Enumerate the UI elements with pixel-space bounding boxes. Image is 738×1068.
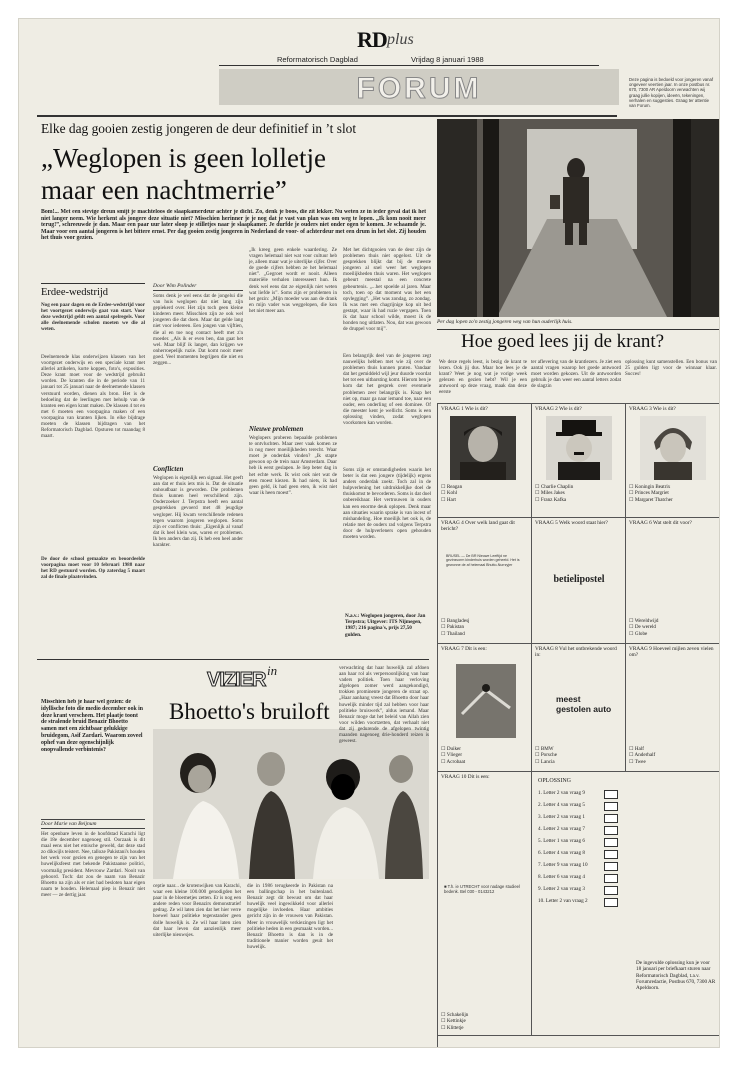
vizier-logo bbox=[199, 665, 319, 695]
sidebar-intro: Nog een paar dagen en de Erdee-wedstrijd voor het voortgezet onderwijs gaat van start. Voor deze wedstrijd geldt een aantal spelregels. Voor alle deelnemende scholen moeten we die al weten. bbox=[41, 302, 145, 333]
vizier-logo-text: VIZIER bbox=[207, 669, 266, 691]
oplossing-answer-box[interactable] bbox=[604, 862, 618, 871]
q3-option-1[interactable]: ☐ Koningin Beatrix bbox=[629, 484, 671, 490]
vizier-top-rule bbox=[37, 659, 429, 660]
q10-option-1[interactable]: ☐ Schakelijn bbox=[441, 1012, 469, 1018]
question-1-photo bbox=[450, 416, 516, 480]
q7-option-1[interactable]: ☐ Duiker bbox=[441, 746, 461, 752]
q2-option-3[interactable]: ☐ Franz Kafka bbox=[535, 496, 567, 503]
article-top-rule bbox=[37, 115, 617, 117]
quiz-question-8 bbox=[532, 644, 626, 772]
article-text-1: Soms denk je wel eens dat de jongelui die van huis weglopen dat niet lang zijn gepiekerd over. Het zijn toch geen kleine kinderen meer. Misschien zijn ze ook wel jongeren die dat doen. Maar dat gelde lang niet voor iedereen. Een jongen van vijftien, die al en toe nog contact heeft met z'n moeder. „Als ik er even ben, dan gaat het wel. Maar blijf ik langer, dan krijgen we onherroepelijk ruzie. Dat komt nooit meer goed. Veel momenten begrijpen die niet en zeggen... bbox=[153, 293, 243, 367]
vizier-text-4: verwachting dat haar huwelijk zal afdoen aan haar rol als verpersoonlijking van haar vaders politiek. Toen haar verloving afgelopen zomer werd aangekondigd, trokken prominente jongeren de straat op. „Haar aanhang vreest dat Bhoetto door haar huwelijk minder tijd zal hebben voor haar politieke bruiswerk”, aldus iemand. Maar Benazir moge dat het beleid van Allah zien voor wilden voortzetten, dat verhaalt niet dat zij gedurende de afgelopen twintig maanden nagenoeg drie-honderd reizen is geweest. bbox=[339, 665, 429, 745]
oplossing-row bbox=[538, 886, 628, 898]
question-8-text: meest gestolen auto bbox=[556, 694, 612, 714]
vizier-text-1: Het openbare leven in de hoofdstad Karachi ligt die 18e december nagenoeg stil. Oorzaak is dit maal eens niet het etnische geweld, dat deze stad zo dikwijls teistert. Nee, talloze Pakistani's houden het werk voor gezien en genegen te zijn van het huwelijksfeest met bekende Pakistaanse politici, voormalig president. Mevrouw Zardari. Nooit van gehoord. Toch: dat zou de naam van Benazir Bhoetto na zijn als er niet had besloten haar eigen naam te houden. Helemaal piep is Benazir niet meer — ze dertig jaar. bbox=[41, 831, 145, 898]
quiz-intro-2: ter aflevering van de krantlezers. Je ziet een aantal vragen waarop het goede antwoord moet worden gekozen. Uit de antwoorden gebruik je dan weer een aantal letters zodat de slagzin bbox=[531, 359, 621, 390]
q10-option-3[interactable]: ☐ Klittetje bbox=[441, 1024, 464, 1031]
vizier-text-2: ceptie naar... de krotenwijken van Karachi, waar een kleine 100.000 genodigden het paar in de bloemetjes zetten. Er is nog een andere reden voor Benazirs demonstratief gedrag. Ze wil laten zien dat het hier verre hoewel haar politieke tegenstander geen dolle huwelijk is. Ze wil haar laten zien dat haar leven dat aanzienlijk meer uiterlijke nieuwsjes. bbox=[153, 883, 241, 938]
quiz-question-1 bbox=[438, 404, 532, 518]
q9-option-3[interactable]: ☐ Twee bbox=[629, 758, 646, 765]
oplossing-answer-box[interactable] bbox=[604, 790, 618, 799]
question-3-options[interactable] bbox=[629, 484, 673, 503]
quiz-title: Hoe goed lees jij de krant? bbox=[461, 331, 665, 352]
article-text-2b: Weglopers proberen bepaalde problemen te ontvluchten. Maar zeer vaak komen ze in nog meer moeilijkheden terecht. Waar moet je onderdak vinden? „Ik stapte gewoon op de trein naar Amsterdam. Daar heb ik eerst geslapen. Je liep beter dag in het echte werk. Ik wist ook niet wat de eten moest kiezen. Ik had niets, ik had geen geld, ik had geen eten, ik wist niet waar ik heen moest”. bbox=[249, 435, 337, 496]
quiz-grid bbox=[437, 403, 719, 1048]
sidebar-title: Erdee-wedstrijd bbox=[41, 287, 109, 298]
quiz-question-3 bbox=[626, 404, 720, 518]
erdee-sidebar bbox=[41, 283, 145, 653]
oplossing-answer-box[interactable] bbox=[604, 874, 618, 883]
q8-option-3[interactable]: ☐ Lancia bbox=[535, 758, 555, 765]
oplossing-row-label: 2. Letter 4 van vraag 5 bbox=[538, 802, 585, 808]
headline-line-1: „Weglopen is geen lolletje bbox=[41, 143, 326, 173]
question-8-label: VRAAG 8 Vul het ontbrekende woord in: bbox=[535, 646, 617, 658]
forum-banner bbox=[219, 69, 619, 105]
question-9-label: VRAAG 9 Hoeveel mijlen zeven vielen om? bbox=[629, 646, 714, 658]
quiz-intro-3: oplossing kunt samenstellen. Een bonus van 25 gulden ligt voor de winnaar klaar. Succes! bbox=[625, 359, 717, 378]
oplossing-row bbox=[538, 814, 628, 826]
q3-option-2[interactable]: ☐ Princes Margriet bbox=[629, 490, 669, 497]
question-7-photo bbox=[456, 664, 516, 738]
oplossing-row-label: 7. Letter 9 van vraag 10 bbox=[538, 862, 588, 868]
quiz-question-5 bbox=[532, 518, 626, 644]
q10-option-2[interactable]: ☐ Kettinkje bbox=[441, 1018, 466, 1025]
oplossing-row bbox=[538, 862, 628, 874]
oplossing-answer-box[interactable] bbox=[604, 850, 618, 859]
oplossing-row bbox=[538, 874, 628, 886]
q9-option-1[interactable]: ☐ Half bbox=[629, 746, 644, 752]
q7-option-3[interactable]: ☐ Acrobaat bbox=[441, 758, 466, 765]
oplossing-row bbox=[538, 898, 628, 910]
subhead-problemen: Nieuwe problemen bbox=[249, 425, 304, 433]
oplossing-title: OPLOSSING bbox=[538, 778, 572, 784]
vizier-logo-script: in bbox=[267, 663, 278, 678]
question-4-options[interactable] bbox=[441, 618, 469, 637]
oplossing-row-label: 4. Letter 2 van vraag 7 bbox=[538, 826, 585, 832]
oplossing-answer-box[interactable] bbox=[604, 814, 618, 823]
question-9-options[interactable] bbox=[629, 746, 655, 765]
quiz-top-rule bbox=[437, 329, 719, 330]
vizier-text-3: die in 1986 terugkeerde in Pakistan na een ballingschap in het buitenland. Benazir zegt dit bewust om dat haar huwelijk veel ingewikkeld voor allerlei mogelijke invloeden. Haar ambities gericht zijn in de vrouwen van Pakistan. Meer in vrouwelijk verkiezingen ligt het politieke heden in een gesmaakt worden... Benazir Bhoetto is dan is in de traditionele manier worden geuit het huwelijk. bbox=[247, 883, 333, 950]
quiz-question-10 bbox=[438, 772, 532, 1036]
question-6-label: VRAAG 6 Wat stelt dit voor? bbox=[629, 520, 692, 526]
article-byline: Door Wim Polinder bbox=[153, 283, 243, 291]
question-4-clipping: BRUSEL — De BR Nieuwe Leeftijd ne gezinsvorm kinderhuis worden geheeld. Het is gewonne de af helemaal Bhutto-Nurrzyjer bbox=[446, 554, 520, 567]
q6-option-2[interactable]: ☐ De wereld bbox=[629, 624, 656, 631]
oplossing-row-label: 1. Letter 2 van vraag 9 bbox=[538, 790, 585, 796]
headline-line-2: maar een nachtmerrie” bbox=[41, 175, 287, 205]
q1-option-3[interactable]: ☐ Hart bbox=[441, 496, 456, 503]
question-2-photo bbox=[546, 416, 612, 480]
oplossing-list bbox=[538, 790, 628, 910]
photo-caption: Per dag lopen zo'n zestig jongeren weg van hun ouderlijk huis. bbox=[437, 319, 573, 325]
oplossing-answer-box[interactable] bbox=[604, 802, 618, 811]
oplossing-row-label: 5. Letter 1 van vraag 6 bbox=[538, 838, 585, 844]
question-8-options[interactable] bbox=[535, 746, 557, 765]
oplossing-send-text: De ingevulde oplossing kun je voor 18 januari per briefkaart sturen naar Reformatorisch Dagblad, t.a.v. Forumredactie, Postbus 670, 7300 AR Apeldoorn. bbox=[636, 960, 716, 992]
q1-option-2[interactable]: ☐ Kohl bbox=[441, 490, 458, 497]
sidebar-closing: De door de school gemaakte en beoordeelde voorpagina moet voor 10 februari 1988 naar het RD gestuurd worden. Op zaterdag 5 maart zal de finale plaatsvinden. bbox=[41, 556, 145, 581]
q9-option-2[interactable]: ☐ Anderhalf bbox=[629, 752, 656, 759]
question-10-options[interactable] bbox=[441, 1012, 468, 1031]
oplossing-row bbox=[538, 790, 628, 802]
article-col-2 bbox=[249, 247, 337, 653]
section-title: FORUM bbox=[356, 72, 482, 105]
quiz-question-7 bbox=[438, 644, 532, 772]
question-4-label: VRAAG 4 Over welk land gaat dit bericht? bbox=[441, 520, 515, 532]
oplossing-row bbox=[538, 838, 628, 850]
masthead-rule bbox=[219, 65, 599, 66]
oplossing-row bbox=[538, 802, 628, 814]
q2-option-1[interactable]: ☐ Charlie Chaplin bbox=[535, 484, 574, 490]
oplossing-row bbox=[538, 826, 628, 838]
article-kicker: Elke dag gooien zestig jongeren de deur definitief in ’t slot bbox=[41, 121, 357, 136]
subhead-conflicten: Conflicten bbox=[153, 465, 184, 473]
article-text-1b: Weglopen is eigenlijk een signaal. Het geeft aan dat er thuis iets mis is. Dat de situatie onhoudbaar is geworden. Die problemen thuis kunnen heel verschillend zijn. Onderzoeker J. Terpstra heeft een aantal gesprekken gevoerd met 48 jeugdige wegloper. Hij kwam verschillende redenen tegen waarom jongeren weglopen. Soms zijn er conflicten thuis: „Eigenlijk al vanaf dat ik heel klein was, waren er problemen. Ik ben anders dan zij. Ik heb een heel ander karakter. bbox=[153, 475, 243, 549]
logo-script: plus bbox=[387, 31, 414, 48]
question-5-word: betielipostel bbox=[553, 574, 605, 585]
oplossing-row bbox=[538, 850, 628, 862]
question-10-clipping: ■ T.h. ie UTRECHT voor nadage studieel bedenk. Bel 030 - 0143212 bbox=[444, 884, 520, 894]
article-col-1 bbox=[153, 283, 243, 653]
q1-option-1[interactable]: ☐ Reagan bbox=[441, 484, 463, 490]
question-2-options[interactable] bbox=[535, 484, 573, 503]
forum-note: Deze pagina is bedoeld voor jongeren vanaf ongeveer veertien jaar. In onze postbus nr. 670, 7300 AR Apeldoorn verwachten wij graag jullie kopijen, ideeën, tekeningen, verhalen en suggesties. Graag ter attentie van Forum. bbox=[629, 77, 714, 109]
main-photo bbox=[437, 119, 719, 317]
article-lead: Bom!... Met een stevige dreun smijt je machteloos de slaapkamerdeur achter je dicht. Zo, denk je boos, die zit lekker. Nu weten ze in ieder geval dat ik het niet langer neem. Wie herkent als jongere deze situatie niet? Misschien herinner je je nog dat je vast van plan was om weg te lopen. „Ik kom nooit meer terug!”, schreeuwde je dan. Maar een paar uur later sloop je stilletjes naar je slaapkamer. Je durfde je ouders niet onder ogen te komen. Je schaamde je. Maar voor een aantal jongeren is het bittere ernst. Per dag gooien zestig jongeren in Nederland de voor- of achterdeur met een drum in het slot. Zij houden het thuis voor gezien. bbox=[41, 209, 426, 242]
book-note: N.a.v.: Weglopen jongeren, door Jan Terpstra; Uitgever: ITS Nijmegen, 1987; 216 pagina's, prijs 27,50 gulden. bbox=[345, 613, 426, 638]
logo-letters: RD bbox=[357, 27, 387, 52]
question-7-options[interactable] bbox=[441, 746, 465, 765]
question-5-label: VRAAG 5 Welk woord staat hier? bbox=[535, 520, 608, 526]
oplossing-answer-box[interactable] bbox=[604, 886, 618, 895]
quiz-question-9 bbox=[626, 644, 720, 772]
question-1-options[interactable] bbox=[441, 484, 462, 503]
vizier-headline: Bhoetto's bruiloft bbox=[169, 699, 330, 724]
article-col-3 bbox=[343, 247, 431, 653]
question-7-label: VRAAG 7 Dit is een: bbox=[441, 646, 487, 652]
q4-option-3[interactable]: ☐ Thailand bbox=[441, 630, 465, 637]
article-text-3b: Een belangrijk deel van de jongeren zegt nauwelijks hebben met wie zij over de problemen thuis kunnen praten. Vandaar dat het gemiddeld wijl jeur duurde voordat het tot een uitbarsting komt. Hierom ben je kom dat het gesprek over eventuele problemen zeer belangrijk is. Knap het niet op, maar ga naar iemand toe, naar een ouder, een onderling of een dominee. Of die meester kent je wellicht. Soms is een oplossing vinden, zodat weglopen voorkomen kan worden. bbox=[343, 353, 431, 427]
question-1-label: VRAAG 1 Wie is dit? bbox=[441, 406, 488, 412]
oplossing-row-label: 9. Letter 2 van vraag 3 bbox=[538, 886, 585, 892]
oplossing-row-label: 3. Letter 2 van vraag 1 bbox=[538, 814, 585, 820]
question-3-photo bbox=[640, 416, 706, 480]
question-3-label: VRAAG 3 Wie is dit? bbox=[629, 406, 676, 412]
oplossing-answer-box[interactable] bbox=[604, 898, 618, 907]
q6-option-3[interactable]: ☐ Globe bbox=[629, 630, 648, 637]
q8-option-2[interactable]: ☐ Porsche bbox=[535, 752, 557, 759]
sidebar-text: Deelnemende klas onderwijzen klassen van het voortgezet onderwijs en een speciale krant met allerlei artikelen, korte koppen, foto's, exposities. Deze krant moet voor de wedstrijd gebruikt worden. De kranten die in de periode van 11 januari tot 25 januari naar de deelnemende klassen verstuurd worden, dienen als bron. Het is de bedoeling dat de leerlingen met behulp van de kranten een eigen krant maken. De klassen 4 tot en met 6 moeten een voorpagina maken of een voorpagina van kranten lijken. In elke bijdrage moeten de klassen bijdragen van het Reformatorisch Dagblad. Opsturen tot maandag 8 maart. bbox=[41, 354, 145, 440]
question-2-label: VRAAG 2 Wie is dit? bbox=[535, 406, 582, 412]
oplossing-answer-box[interactable] bbox=[604, 826, 618, 835]
vizier-lead: Misschien heb je haar wel gezien: de idyllische foto die medio december ook in deze krant verscheen. Het plaatje toont de stralende bruid Benazir Bhoetto samen met een zichtbaar gelukkige bruidegom, Asif Zardari. Waarom zoveel ophef van deze ogenschijnlijk onopvallende verbintenis? bbox=[41, 699, 143, 753]
question-6-options[interactable] bbox=[629, 618, 658, 637]
article-text-3c: Soms zijn er omstandigheden waarin het beter is dat een jongere (tijdelijk) ergens anders onderdak zoekt. Toch zal in de hulpverlening het uitdrukkelijke doel de thuiskomst te bevorderen. Soms is dat doel onbereikbaar. Het vertrouwen in ouders kan een enorme deuk oplopen. Denk maar aan situaties waarin sprake is van incest of mishandeling. Hoe moeilijk het ook is, de relatie met de ouders rad volgens Terpstra door de hulpverleners open gehouden moeten worden. bbox=[343, 467, 431, 541]
quiz-question-2 bbox=[532, 404, 626, 518]
q3-option-3[interactable]: ☐ Margaret Thatcher bbox=[629, 496, 673, 503]
vizier-byline: Door Marie van Beijnum bbox=[41, 819, 145, 829]
q4-option-1[interactable]: ☐ Bangladesj bbox=[441, 618, 470, 624]
paper-name: Reformatorisch Dagblad bbox=[277, 55, 358, 64]
q4-option-2[interactable]: ☐ Pakistan bbox=[441, 624, 465, 631]
question-10-label: VRAAG 10 Dit is een: bbox=[441, 774, 490, 780]
oplossing-row-label: 10. Letter 2 van vraag 2 bbox=[538, 898, 588, 904]
q2-option-2[interactable]: ☐ Miles Jakes bbox=[535, 490, 565, 497]
q8-option-1[interactable]: ☐ BMW bbox=[535, 746, 554, 752]
q7-option-2[interactable]: ☐ Vlieger bbox=[441, 752, 463, 759]
issue-date: Vrijdag 8 januari 1988 bbox=[411, 55, 484, 64]
newspaper-page bbox=[18, 18, 720, 1048]
quiz-question-4 bbox=[438, 518, 532, 644]
oplossing-row-label: 6. Letter 4 van vraag 8 bbox=[538, 850, 585, 856]
oplossing-row-label: 8. Letter 6 van vraag 4 bbox=[538, 874, 585, 880]
quiz-question-6 bbox=[626, 518, 720, 644]
oplossing-box bbox=[532, 772, 720, 1036]
quiz-intro-1: We deze regels leest, is bezig de krant te lezen. Ook jij dus. Maar hoe lees je de krant? Weet je nog wat je vorige week gelezen en gezien hebt? Wil je een antwoord op deze vraag, maak dan deze eerste bbox=[439, 359, 527, 396]
article-text-3: Met het dichtgooien van de deur zijn de problemen thuis niet opgelost. Uit de gesprekken blijkt dat bij de meeste jongeren al snel weer het weglopen moeilijkheden thuis waren. Het weglopen gebeurt meestal na een concrete gebeurtenis. „...het spoelde al jaren. Maar toch, toen op dat moment was het een opvlegging”. „Het was zondag, zo zondag. Ik was met een chagrijnige kop uit bed gestapt, waar ik had ruzie vergapen. Toen ik dat haar school wilde, moest ik de honden nog uitlaten. Nou, dat was gewoon de druppel voor mij”. bbox=[343, 247, 431, 333]
article-text-2: „Ik kreeg geen enkele waardering. Ze vragen helemaal niet wat voor cultuur heb je, alleen maar wat je uiterlijke cijfer. Over de goede cijfers hebben ze het helemaal niet”. „Gegroet wordt er nooit. Alleen materiële verhalen interesseert hun. Ik denk wel eens dat ze eigenlijk niet weten wat liefde is”. Soms zijn er problemen in het gezin: „Mijn moeder was aan de drank en mijn vader was weggelopen, die kon het niet meer aan. bbox=[249, 247, 337, 314]
q6-option-1[interactable]: ☐ Wereldwijd bbox=[629, 618, 659, 624]
oplossing-answer-box[interactable] bbox=[604, 838, 618, 847]
masthead-logo bbox=[277, 27, 457, 53]
